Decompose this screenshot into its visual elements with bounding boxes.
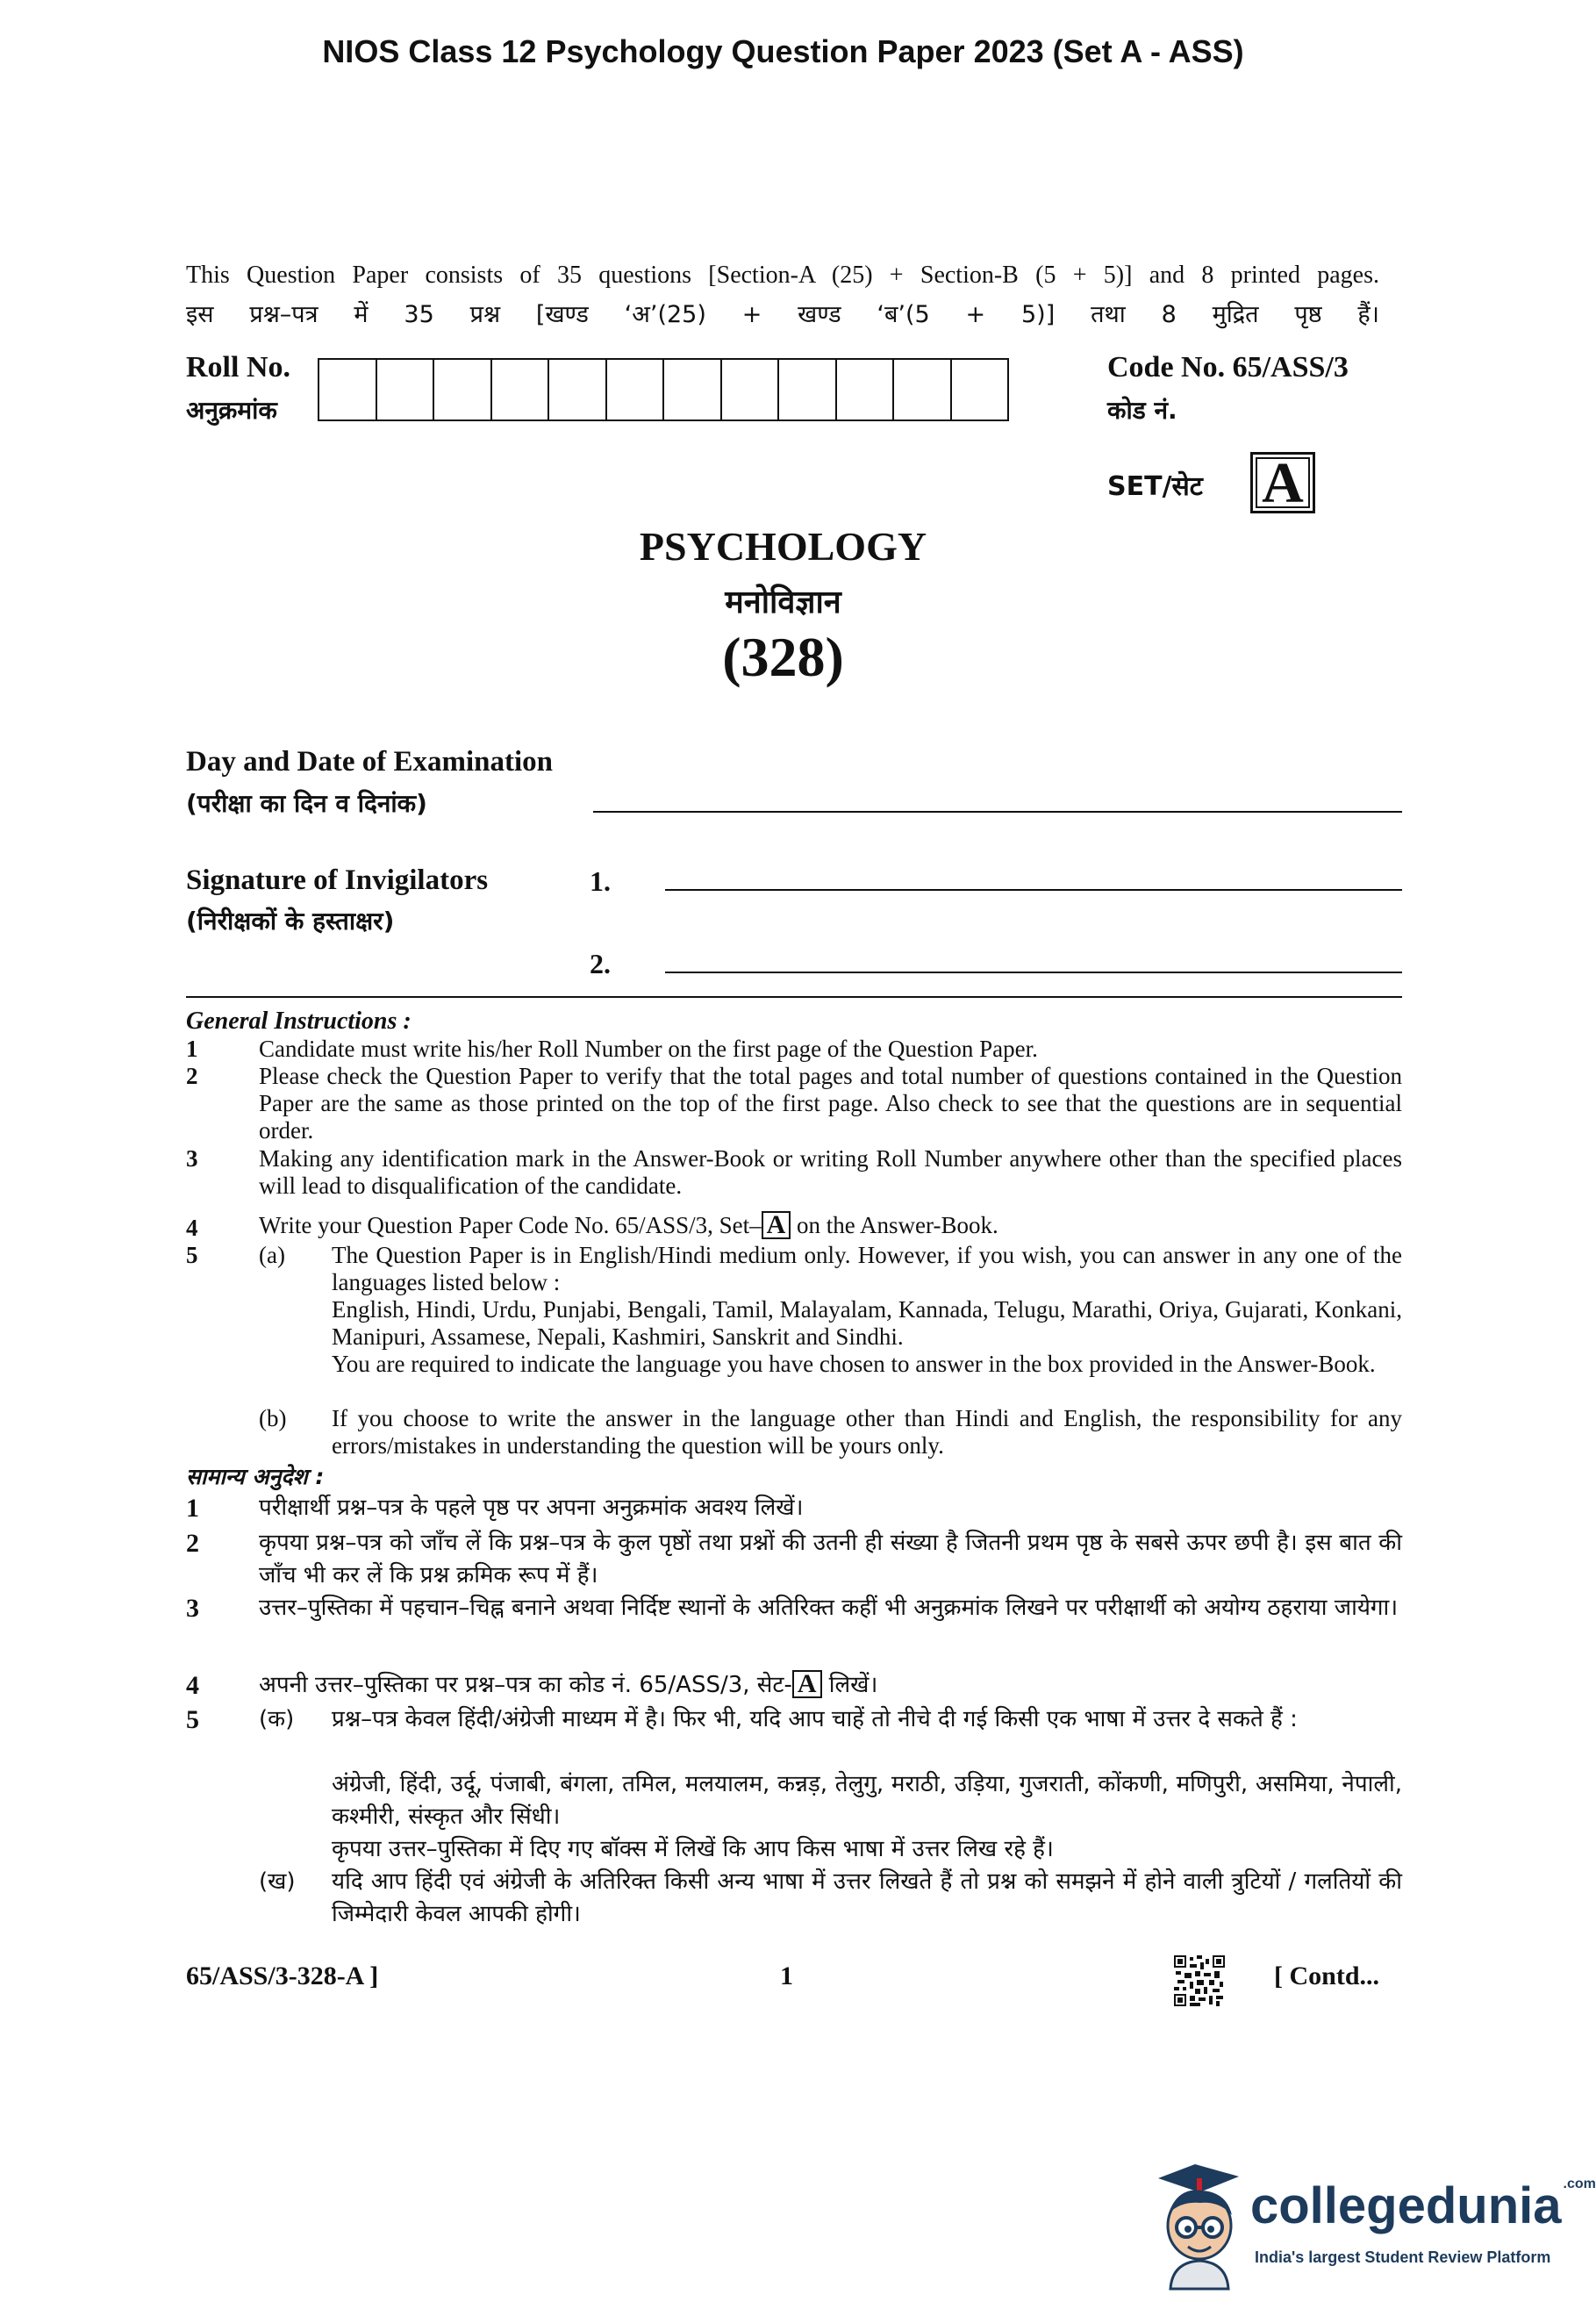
roll-box[interactable] (434, 360, 492, 420)
code-number: Code No. 65/ASS/3 (1107, 351, 1349, 384)
gi-sub-label: (a) (259, 1242, 285, 1268)
hi-item-number: 2 (186, 1529, 199, 1558)
hindi-instructions-heading: सामान्य अनुदेश : (186, 1464, 325, 1489)
gi-item-text: Please check the Question Paper to verify that the total pages and total number of questions contained in the Question Paper are the same as those printed on the top of the first page. Also check to see that the questions are in sequential order. (259, 1063, 1402, 1144)
set-box-inline: A (762, 1211, 791, 1239)
gi-sub-text: English, Hindi, Urdu, Punjabi, Bengali, Tamil, Malayalam, Kannada, Telugu, Marathi, Oriya, Gujarati, Konkani, Manipuri, Assamese, Nepali, Kashmiri, Sanskrit and Sindhi. (332, 1296, 1402, 1350)
gi-item-number: 5 (186, 1242, 198, 1268)
subject-code: (328) (722, 626, 844, 688)
logo-suffix: .com (1563, 2177, 1596, 2191)
hi-item-text: उत्तर–पुस्तिका में पहचान–चिह्न बनाने अथवा निर्दिष्ट स्थानों के अतिरिक्त कहीं भी अनुक्रमांक लिखने पर परीक्षार्थी को अयोग्य ठहराया जायेगा। (259, 1595, 1399, 1621)
invigilator-signature-line-2[interactable] (665, 972, 1402, 973)
roll-box[interactable] (952, 360, 1008, 420)
collegedunia-logo-text (1250, 2177, 1596, 2235)
roll-label-hindi: अनुक्रमांक (186, 396, 277, 425)
invigilator-signature-line-1[interactable] (665, 889, 1402, 891)
gi-item-number: 4 (186, 1215, 198, 1241)
roll-box[interactable] (894, 360, 952, 420)
invigilator-line-1-number: 1. (590, 865, 611, 897)
footer-paper-code: 65/ASS/3-328-A ] (186, 1961, 379, 1990)
invigilator-label-english: Signature of Invigilators (186, 864, 489, 896)
logo-name: collegedunia (1250, 2177, 1562, 2234)
hi-item-number: 1 (186, 1494, 199, 1523)
roll-box[interactable] (549, 360, 607, 420)
roll-box[interactable] (377, 360, 435, 420)
general-instructions-heading: General Instructions : (186, 1008, 412, 1035)
gi-sub-text: The Question Paper is in English/Hindi medium only. However, if you wish, you can answer in any one of the languages listed below : (332, 1242, 1402, 1295)
hi-item-text-part: लिखें। (821, 1672, 878, 1698)
invigilator-label-hindi: (निरीक्षकों के हस्ताक्षर) (186, 907, 395, 936)
paper-info-english: This Question Paper consists of 35 questions [Section-A (25) + Section-B (5 + 5)] and 8 printed pages. (186, 262, 1379, 289)
roll-box[interactable] (722, 360, 780, 420)
roll-number-boxes[interactable] (318, 358, 1009, 421)
footer-continued: [ Contd... (1274, 1961, 1380, 1990)
hi-item-text: कृपया प्रश्न–पत्र को जाँच लें कि प्रश्न–पत्र के कुल पृष्ठों तथा प्रश्नों की उतनी ही संख्या है जितनी प्रथम पृष्ठ के सबसे ऊपर छपी है। इस बात की जाँच भी कर लें कि प्रश्न क्रमिक रूप में हैं। (259, 1530, 1402, 1588)
roll-box[interactable] (492, 360, 550, 420)
hi-sub-text: प्रश्न–पत्र केवल हिंदी/अंग्रेजी माध्यम में है। फिर भी, यदि आप चाहें तो नीचे दी गई किसी एक भाषा में उत्तर दे सकते हैं : (332, 1706, 1298, 1732)
gi-item-number: 2 (186, 1063, 198, 1089)
roll-box[interactable] (607, 360, 665, 420)
invigilator-line-2-number: 2. (590, 948, 611, 979)
hi-item-text-part: अपनी उत्तर–पुस्तिका पर प्रश्न–पत्र का कोड नं. 65/ASS/3, सेट- (259, 1672, 792, 1698)
hi-item-text (259, 1669, 1402, 1702)
hi-sub-text: यदि आप हिंदी एवं अंग्रेजी के अतिरिक्त किसी अन्य भाषा में उत्तर लिखते हैं तो प्रश्न को समझने में होने वाली त्रुटियों / गलतियों की जिम्मेदारी केवल आपकी होगी। (332, 1868, 1402, 1927)
gi-sub-text: If you choose to write the answer in the language other than Hindi and English, the responsibility for any errors/mistakes in understanding the question will be yours only. (332, 1405, 1402, 1459)
footer-page-number: 1 (780, 1961, 793, 1990)
gi-item-text: Making any identification mark in the Answer-Book or writing Roll Number anywhere other than the specified places will lead to disqualification of the candidate. (259, 1145, 1402, 1199)
gi-sub-label: (b) (259, 1405, 287, 1431)
gi-sub-text: You are required to indicate the language you have chosen to answer in the box provided in the Answer-Book. (332, 1351, 1376, 1377)
subject-name-hindi: मनोविज्ञान (725, 584, 841, 620)
roll-box[interactable] (837, 360, 895, 420)
set-box-inline: A (792, 1670, 822, 1698)
gi-item-text: Candidate must write his/her Roll Number on the first page of the Question Paper. (259, 1036, 1038, 1062)
hi-sub-text: कृपया उत्तर–पुस्तिका में दिए गए बॉक्स में लिखें कि आप किस भाषा में उत्तर लिख रहे हैं। (332, 1836, 1054, 1862)
roll-box[interactable] (319, 360, 377, 420)
hi-item-text: परीक्षार्थी प्रश्न–पत्र के पहले पृष्ठ पर अपना अनुक्रमांक अवश्य लिखें। (259, 1495, 804, 1521)
exam-date-line[interactable] (593, 811, 1402, 813)
roll-box[interactable] (779, 360, 837, 420)
section-divider (186, 996, 1402, 998)
hi-sub-text: अंग्रेजी, हिंदी, उर्दू, पंजाबी, बंगला, तमिल, मलयालम, कन्नड़, तेलुगु, मराठी, उड़िया, गुजराती, कोंकणी, मणिपुरी, असमिया, नेपाली, कश्मीरी, संस्कृत और सिंधी। (332, 1771, 1402, 1830)
gi-item-number: 3 (186, 1145, 198, 1172)
gi-item-text-part: on the Answer-Book. (791, 1212, 998, 1238)
paper-info-hindi: इस प्रश्न–पत्र में 35 प्रश्न [खण्ड ‘अ’(25) + खण्ड ‘ब’(5 + 5)] तथा 8 मुद्रित पृष्ठ हैं। (186, 301, 1379, 328)
exam-date-label-english: Day and Date of Examination (186, 746, 554, 778)
hi-sub-label: (ख) (259, 1868, 296, 1895)
page-header-title: NIOS Class 12 Psychology Question Paper 2023 (Set A - ASS) (322, 33, 1244, 69)
gi-item-text (259, 1211, 1402, 1239)
hi-sub-label: (क) (259, 1706, 295, 1732)
hi-item-number: 4 (186, 1671, 199, 1700)
qr-code-icon (1174, 1955, 1225, 2006)
set-label: SET/सेट (1107, 471, 1203, 502)
subject-name-english: PSYCHOLOGY (639, 524, 927, 569)
collegedunia-mascot-icon (1151, 2157, 1248, 2289)
hi-item-number: 3 (186, 1594, 199, 1623)
roll-box[interactable] (664, 360, 722, 420)
roll-label-english: Roll No. (186, 351, 290, 384)
code-label-hindi: कोड नं. (1107, 396, 1177, 425)
exam-date-label-hindi: (परीक्षा का दिन व दिनांक) (186, 789, 427, 818)
gi-item-number: 1 (186, 1036, 198, 1062)
gi-item-text-part: Write your Question Paper Code No. 65/ASS/3, Set– (259, 1212, 762, 1238)
set-value-box: A (1250, 452, 1315, 513)
hi-item-number: 5 (186, 1705, 199, 1734)
logo-tagline: India's largest Student Review Platform (1255, 2248, 1551, 2266)
